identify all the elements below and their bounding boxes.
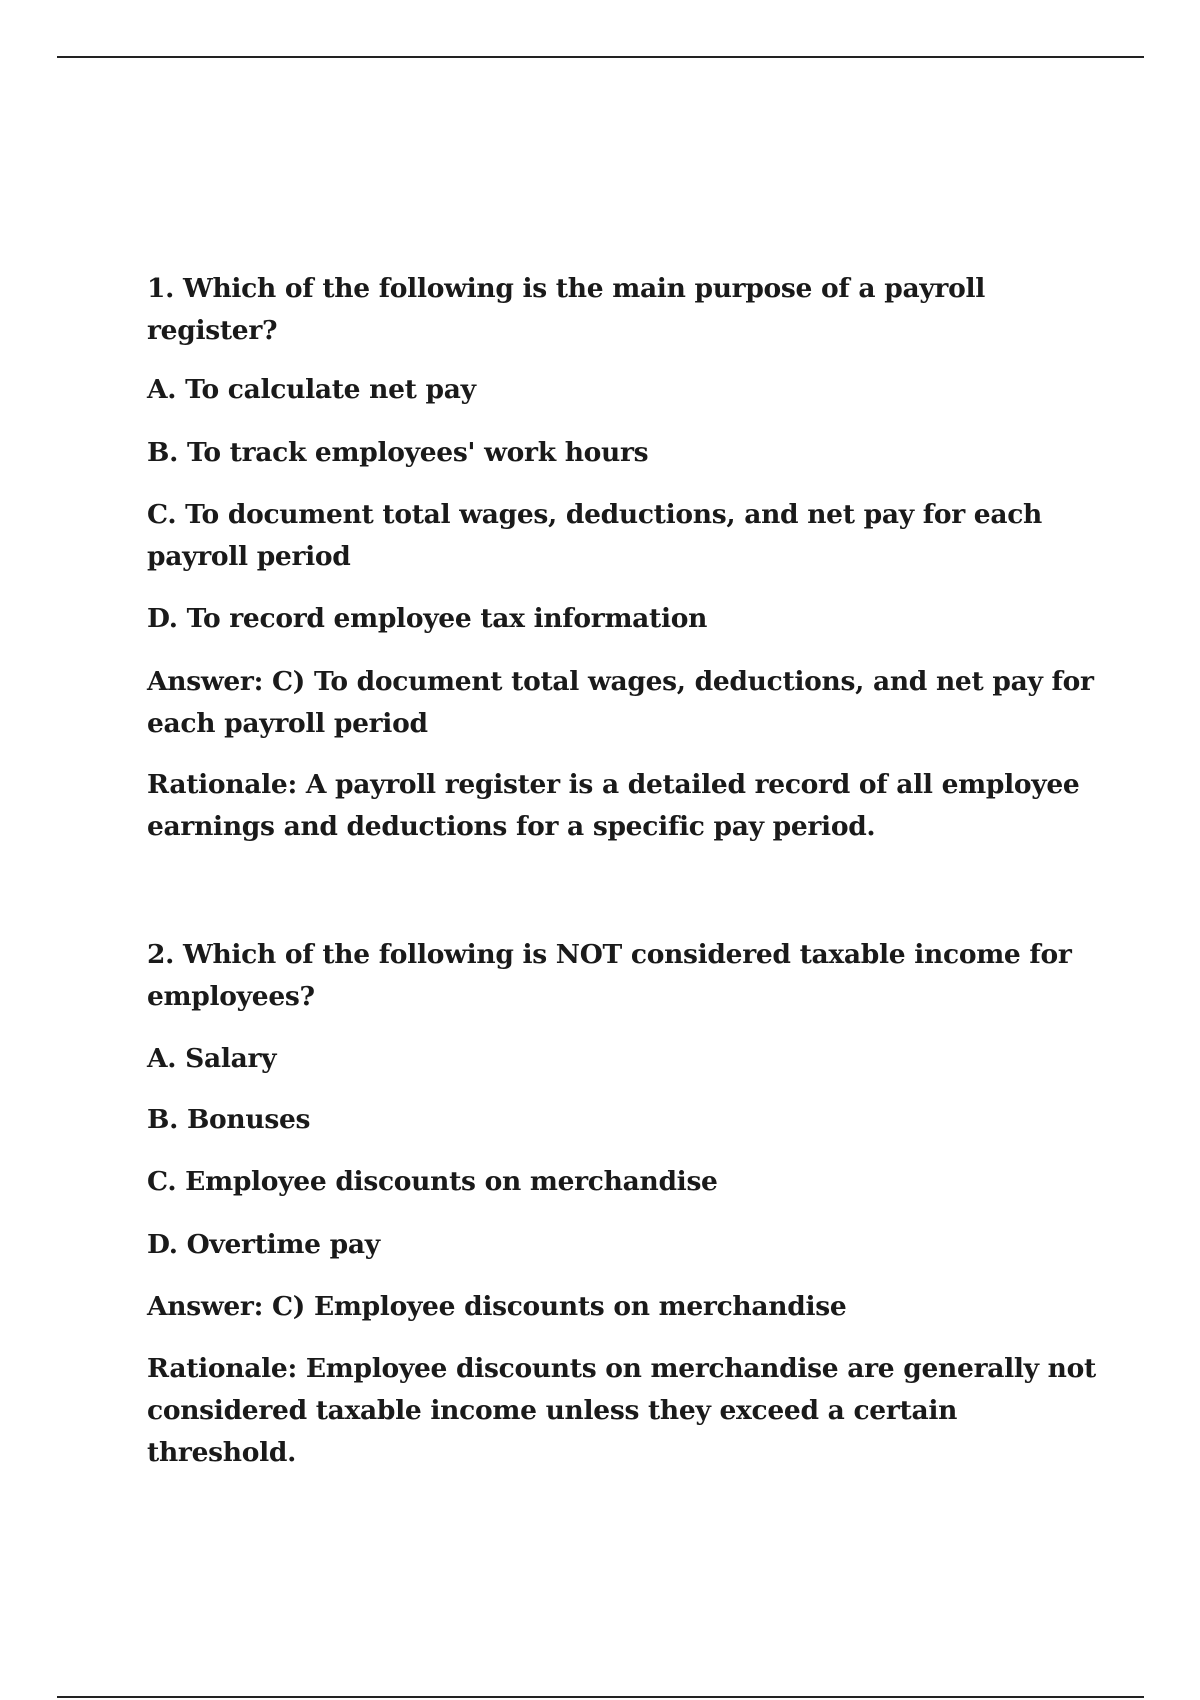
question-1-option-d: D. To record employee tax information (147, 603, 708, 634)
question-2-option-c: C. Employee discounts on merchandise (147, 1166, 718, 1197)
question-2-answer: Answer: C) Employee discounts on merchandise (147, 1291, 847, 1322)
question-2-text: 2. Which of the following is NOT considered taxable income for employees? (147, 939, 1072, 1012)
question-1-rationale: Rationale: A payroll register is a detailed record of all employee earnings and deductions for a specific pay period. (147, 769, 1080, 842)
question-2-option-d: D. Overtime pay (147, 1229, 380, 1260)
question-1-option-c: C. To document total wages, deductions, and net pay for each payroll period (147, 499, 1043, 572)
header-rule (57, 56, 1144, 58)
footer-rule (57, 1696, 1144, 1698)
question-2-option-b: B. Bonuses (147, 1104, 311, 1135)
question-2-rationale: Rationale: Employee discounts on merchandise are generally not considered taxable income unless they exceed a certain threshold. (147, 1353, 1096, 1468)
question-1-option-b: B. To track employees' work hours (147, 437, 649, 468)
question-2-option-a: A. Salary (147, 1043, 277, 1074)
question-1-text: 1. Which of the following is the main purpose of a payroll register? (147, 273, 986, 346)
question-1-option-a: A. To calculate net pay (147, 374, 476, 405)
question-1-answer: Answer: C) To document total wages, deductions, and net pay for each payroll period (147, 666, 1094, 739)
